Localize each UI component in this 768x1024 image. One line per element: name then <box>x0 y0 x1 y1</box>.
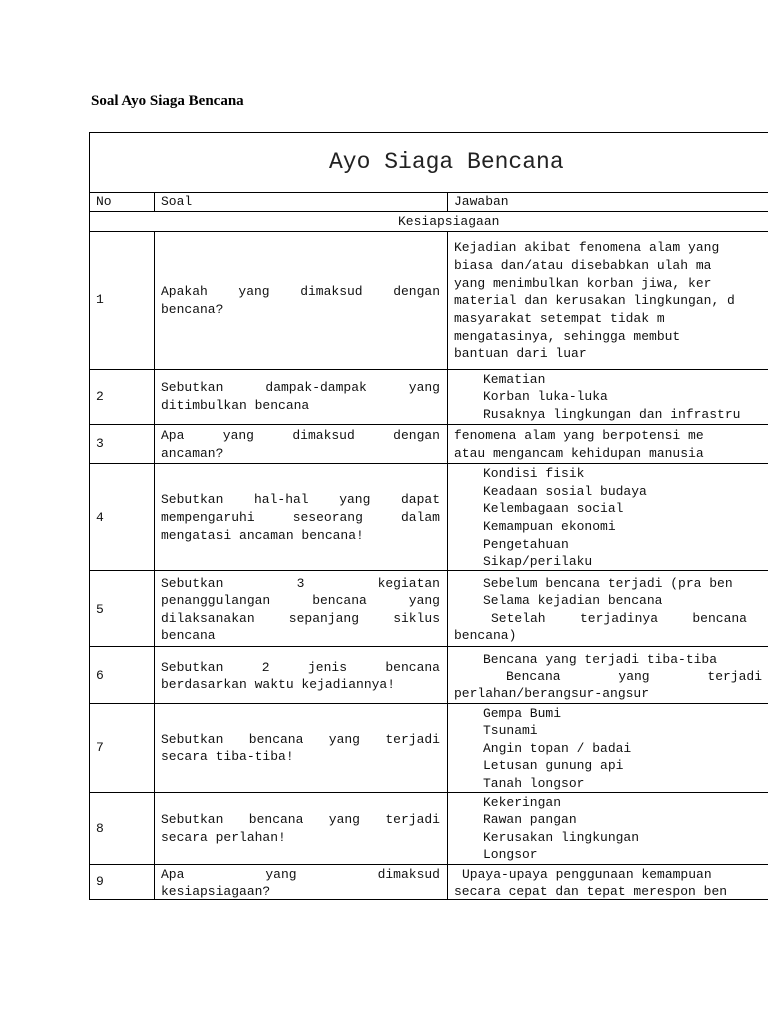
answer-line: Sebelum bencana terjadi (pra ben <box>483 576 733 591</box>
question-line: Sebutkan dampak-dampak yang <box>161 380 440 395</box>
answer-line: perlahan/berangsur-angsur <box>454 686 650 701</box>
question-line: Sebutkan bencana yang terjadi <box>161 812 440 827</box>
document-title: Soal Ayo Siaga Bencana <box>91 93 244 109</box>
question-line: Apa yang dimaksud dengan <box>161 428 440 443</box>
row-number: 4 <box>96 510 104 525</box>
question-line: berdasarkan waktu kejadiannya! <box>161 677 396 692</box>
row-number: 1 <box>96 292 104 307</box>
answer-line: Keadaan sosial budaya <box>483 484 647 499</box>
question-line: mempengaruhi seseorang dalam <box>161 510 440 525</box>
table-rule <box>89 369 768 370</box>
question-line: mengatasi ancaman bencana! <box>161 528 364 543</box>
answer-line: Kematian <box>483 372 546 387</box>
answer-line: Selama kejadian bencana <box>483 593 663 608</box>
column-divider <box>447 192 448 212</box>
answer-line: Tsunami <box>483 723 538 738</box>
question-line: ditimbulkan bencana <box>161 398 310 413</box>
column-header-jawaban: Jawaban <box>454 194 509 209</box>
answer-line: Kelembagaan social <box>483 501 624 516</box>
section-label: Kesiapsiagaan <box>398 214 500 229</box>
table-rule <box>89 424 768 425</box>
answer-line: Pengetahuan <box>483 537 569 552</box>
row-number: 6 <box>96 668 104 683</box>
question-line: secara perlahan! <box>161 830 286 845</box>
answer-line: atau mengancam kehidupan manusia <box>454 446 704 461</box>
row-number: 3 <box>96 436 104 451</box>
question-line: dilaksanakan sepanjang siklus <box>161 611 440 626</box>
question-line: Sebutkan 2 jenis bencana <box>161 660 440 675</box>
answer-line: Kerusakan lingkungan <box>483 830 640 845</box>
answer-line: Rawan pangan <box>483 812 577 827</box>
table-rule <box>89 646 768 647</box>
question-line: penanggulangan bencana yang <box>161 593 440 608</box>
answer-line: material dan kerusakan lingkungan, d <box>454 293 735 308</box>
question-line: kesiapsiagaan? <box>161 884 271 899</box>
column-divider <box>154 192 155 212</box>
answer-line: Upaya-upaya penggunaan kemampuan <box>462 867 712 882</box>
row-number: 7 <box>96 740 104 755</box>
question-line: Apa yang dimaksud <box>161 867 440 882</box>
row-number: 2 <box>96 389 104 404</box>
table-rule <box>89 211 768 212</box>
answer-line: fenomena alam yang berpotensi me <box>454 428 704 443</box>
answer-line: mengatasinya, sehingga membut <box>454 329 681 344</box>
answer-line: Letusan gunung api <box>483 758 624 773</box>
table-rule <box>89 864 768 865</box>
answer-line: bantuan dari luar <box>454 346 587 361</box>
table-rule <box>89 570 768 571</box>
question-line: bencana? <box>161 302 224 317</box>
row-number: 5 <box>96 602 104 617</box>
answer-line: Kemampuan ekonomi <box>483 519 616 534</box>
question-line: Apakah yang dimaksud dengan <box>161 284 440 299</box>
column-header-soal: Soal <box>161 194 193 209</box>
question-line: Sebutkan 3 kegiatan <box>161 576 440 591</box>
answer-line: secara cepat dan tepat merespon ben <box>454 884 728 899</box>
answer-line: Gempa Bumi <box>483 706 562 721</box>
answer-line: Setelah terjadinya bencana <box>491 611 747 626</box>
answer-line: masyarakat setempat tidak m <box>454 311 665 326</box>
answer-line: Kondisi fisik <box>483 466 585 481</box>
answer-line: Bencana yang terjadi <box>506 669 762 684</box>
table-rule <box>89 231 768 232</box>
table-rule <box>89 192 768 193</box>
table-border-left <box>89 132 90 900</box>
answer-line: bencana) <box>454 628 517 643</box>
table-rule <box>89 703 768 704</box>
table-rule <box>89 792 768 793</box>
answer-line: Tanah longsor <box>483 776 585 791</box>
row-number: 8 <box>96 821 104 836</box>
answer-line: Sikap/perilaku <box>483 554 593 569</box>
column-header-no: No <box>96 194 112 209</box>
table-rule <box>89 463 768 464</box>
question-line: ancaman? <box>161 446 224 461</box>
column-divider <box>447 231 448 900</box>
answer-line: Kekeringan <box>483 795 562 810</box>
answer-line: Rusaknya lingkungan dan infrastru <box>483 407 741 422</box>
question-line: Sebutkan hal-hal yang dapat <box>161 492 440 507</box>
answer-line: Bencana yang terjadi tiba-tiba <box>483 652 718 667</box>
answer-line: yang menimbulkan korban jiwa, ker <box>454 276 712 291</box>
answer-line: Longsor <box>483 847 538 862</box>
table-heading: Ayo Siaga Bencana <box>329 149 564 175</box>
answer-line: Angin topan / badai <box>483 741 632 756</box>
table-border-top <box>89 132 768 133</box>
question-line: Sebutkan bencana yang terjadi <box>161 732 440 747</box>
answer-line: Korban luka-luka <box>483 389 608 404</box>
answer-line: biasa dan/atau disebabkan ulah ma <box>454 258 712 273</box>
answer-line: Kejadian akibat fenomena alam yang <box>454 240 720 255</box>
column-divider <box>154 231 155 900</box>
row-number: 9 <box>96 874 104 889</box>
question-line: bencana <box>161 628 216 643</box>
question-line: secara tiba-tiba! <box>161 749 294 764</box>
